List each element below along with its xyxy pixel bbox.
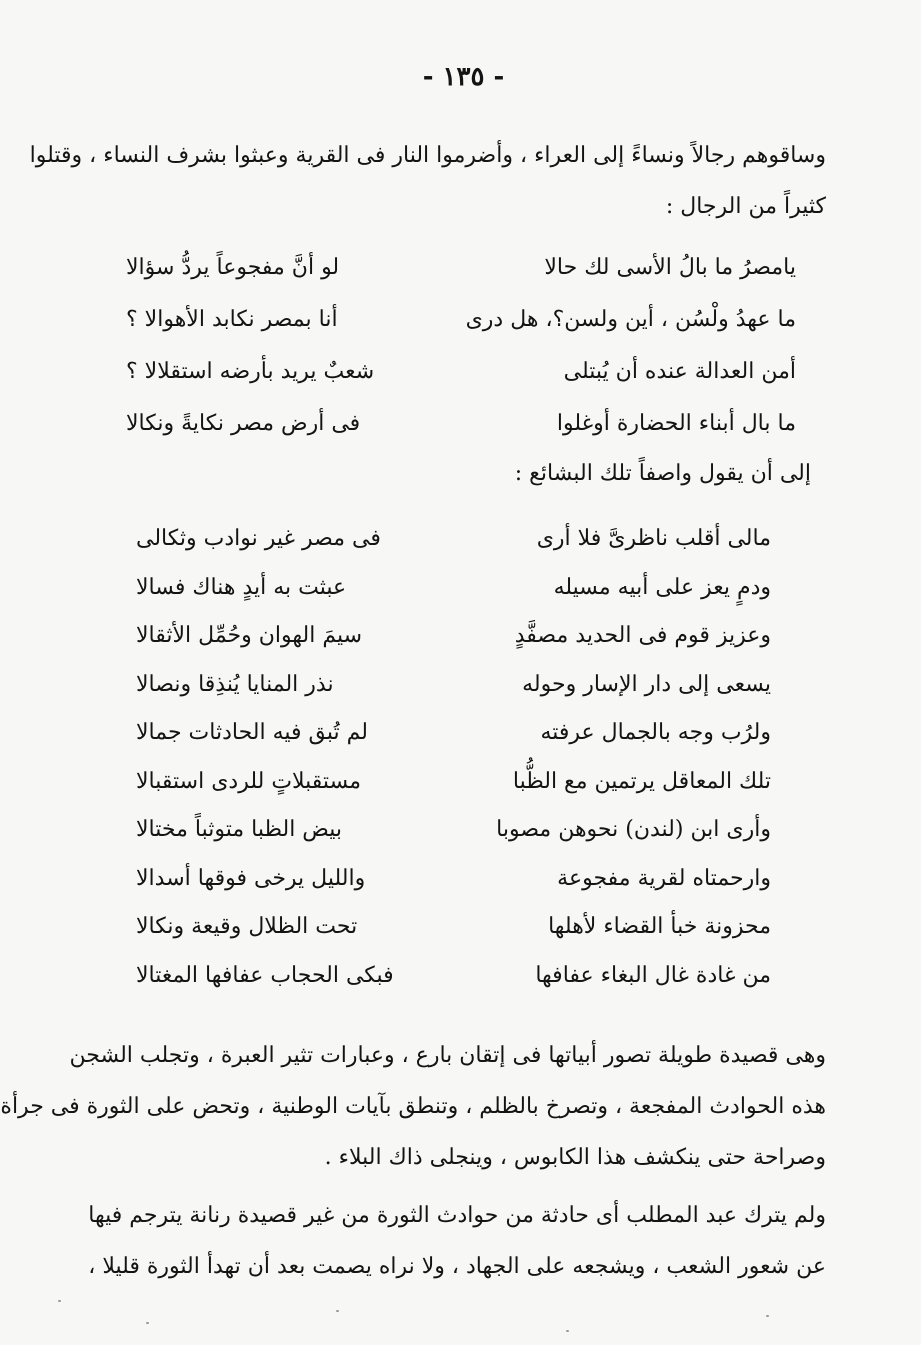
verse-first-hemistich: وارحمتاه لقرية مفجوعة <box>557 865 771 891</box>
verse-second-hemistich: سيمَ الهوان وحُمِّل الأثقالا <box>136 623 363 648</box>
verse-first-hemistich: يامصرُ ما بالُ الأسى لك حالا <box>544 255 796 280</box>
verse-second-hemistich: نذر المنايا يُنذِقا ونصالا <box>136 671 334 697</box>
verse-first-hemistich: يسعى إلى دار الإسار وحوله <box>522 671 771 697</box>
verse-row <box>126 398 796 450</box>
verse-row <box>136 806 771 855</box>
intro-line: كثيراً من الرجال : <box>665 194 826 219</box>
commentary-line: هذه الحوادث المفجعة ، وتصرخ بالظلم ، وتنطق بآيات الوطنية ، وتحض على الثورة فى جرأة <box>0 1094 826 1119</box>
verse-row <box>136 564 771 613</box>
verse-second-hemistich: لم تُبق فيه الحادثات جمالا <box>136 720 368 745</box>
verse-row <box>136 612 771 661</box>
scan-speck <box>58 1300 61 1302</box>
verse-first-hemistich: وعزيز قوم فى الحديد مصفَّدٍ <box>514 623 771 648</box>
commentary-line: وهى قصيدة طويلة تصور أبياتها فى إتقان بارع ، وعبارات تثير العبرة ، وتجلب الشجن <box>69 1043 826 1068</box>
verse-row <box>126 294 796 346</box>
verse-first-hemistich: من غادة غال البغاء عفافها <box>535 962 771 988</box>
closing-line: ولم يترك عبد المطلب أى حادثة من حوادث الثورة من غير قصيدة رنانة يترجم فيها <box>88 1203 826 1228</box>
verse-row <box>136 661 771 710</box>
verse-second-hemistich: والليل يرخى فوقها أسدالا <box>136 865 366 891</box>
scan-speck <box>766 1315 769 1317</box>
verse-second-hemistich: تحت الظلال وقيعة ونكالا <box>136 914 358 939</box>
verse-second-hemistich: عبثت به أيدٍ هناك فسالا <box>136 574 347 600</box>
verse-second-hemistich: مستقبلاتٍ للردى استقبالا <box>136 768 361 794</box>
verse-second-hemistich: شعبٌ يريد بأرضه استقلالا ؟ <box>126 359 375 384</box>
scan-speck <box>146 1322 149 1324</box>
verse-row <box>136 758 771 807</box>
verse-second-hemistich: بيض الظبا متوثباً مختالا <box>136 817 343 842</box>
scan-speck <box>336 1310 339 1312</box>
verse-second-hemistich: فى مصر غير نوادب وثكالى <box>136 526 381 551</box>
transition-paragraph <box>86 448 811 499</box>
verse-first-hemistich: محزونة خبأ القضاء لأهلها <box>548 914 771 939</box>
verse-second-hemistich: فبكى الحجاب عفافها المغتالا <box>136 962 394 988</box>
verse-row <box>126 242 796 294</box>
intro-paragraph <box>29 130 826 232</box>
verse-first-hemistich: تلك المعاقل يرتمين مع الظُّبا <box>512 768 771 794</box>
verse-first-hemistich: أمن العدالة عنده أن يُبتلى <box>563 359 796 384</box>
verse-first-hemistich: ما بال أبناء الحضارة أوغلوا <box>556 411 796 436</box>
verse-second-hemistich: فى أرض مصر نكايةً ونكالا <box>126 411 361 436</box>
verse-row <box>136 709 771 758</box>
commentary-paragraph <box>0 1030 826 1183</box>
verse-first-hemistich: ودمٍ يعز على أبيه مسيله <box>553 574 771 600</box>
commentary-line: وصراحة حتى ينكشف هذا الكابوس ، وينجلى ذاك البلاء . <box>324 1145 826 1170</box>
poem-stanza-1 <box>126 242 796 450</box>
poem-stanza-2 <box>136 515 771 1000</box>
closing-paragraph <box>88 1190 826 1292</box>
verse-first-hemistich: وأرى ابن (لندن) نحوهن مصوبا <box>496 817 771 842</box>
verse-second-hemistich: لو أنَّ مفجوعاً يردُّ سؤالا <box>126 255 340 280</box>
transition-line: إلى أن يقول واصفاً تلك البشائع : <box>514 461 811 486</box>
verse-row <box>136 903 771 952</box>
verse-row <box>136 515 771 564</box>
verse-first-hemistich: ما عهدُ ولْسُن ، أين ولسن؟، هل درى <box>465 307 796 332</box>
verse-row <box>126 346 796 398</box>
verse-row <box>136 952 771 1001</box>
verse-row <box>136 855 771 904</box>
verse-first-hemistich: مالى أقلب ناظرىَّ فلا أرى <box>536 526 771 551</box>
page-number: - ١٣٥ - <box>422 62 505 92</box>
verse-first-hemistich: ولرُب وجه بالجمال عرفته <box>540 720 771 745</box>
scan-speck <box>566 1330 569 1332</box>
intro-line: وساقوهم رجالاً ونساءً إلى العراء ، وأضرموا النار فى القرية وعبثوا بشرف النساء ، وقتلوا <box>29 143 826 168</box>
verse-second-hemistich: أنا بمصر نكابد الأهوالا ؟ <box>126 307 338 332</box>
closing-line: عن شعور الشعب ، ويشجعه على الجهاد ، ولا نراه يصمت بعد أن تهدأ الثورة قليلا ، <box>88 1254 826 1279</box>
